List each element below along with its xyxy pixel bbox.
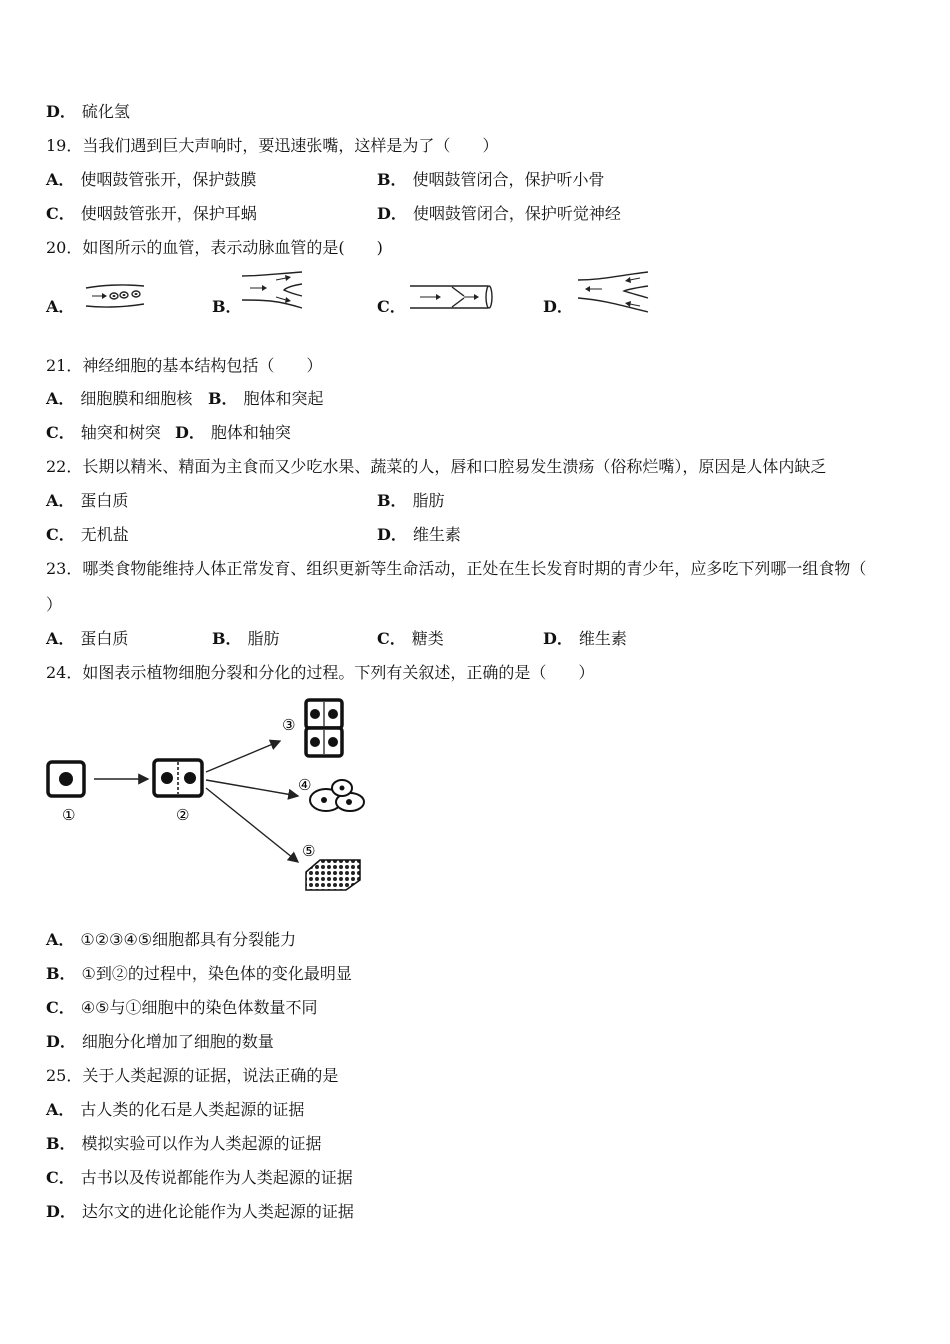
q25-stem: 25．关于人类起源的证据，说法正确的是 — [46, 1066, 339, 1085]
q21-stem: 21．神经细胞的基本结构包括（ ） — [46, 356, 323, 375]
label-cell-4: ④ — [298, 776, 312, 794]
q23-stem-cont: ） — [46, 595, 63, 614]
q23-option-c[interactable]: C． 糖类 — [377, 629, 444, 648]
vessel-d-converging-icon — [576, 270, 652, 314]
q21-option-d[interactable]: D． 胞体和轴突 — [175, 423, 291, 442]
q21-option-a[interactable]: A． 细胞膜和细胞核 — [46, 389, 193, 408]
q19-option-c[interactable]: C． 使咽鼓管张开，保护耳蜗 — [46, 204, 257, 223]
q18-option-d: D． 硫化氢 — [46, 102, 130, 121]
q23-option-a[interactable]: A． 蛋白质 — [46, 629, 129, 648]
q20-option-a[interactable]: A． — [46, 297, 75, 316]
q22-stem: 22．长期以精米、精面为主食而又少吃水果、蔬菜的人，唇和口腔易发生溃疡（俗称烂嘴），原因是人体内缺乏 — [46, 457, 827, 476]
vessel-c-vein-valve-icon — [408, 282, 494, 312]
q20-option-d[interactable]: D． — [543, 297, 573, 316]
q23-option-b[interactable]: B． 脂肪 — [212, 629, 280, 648]
vessel-b-branching-icon — [240, 270, 306, 312]
q24-option-b[interactable]: B． ①到②的过程中，染色体的变化最明显 — [46, 964, 352, 983]
q19-option-a[interactable]: A． 使咽鼓管张开，保护鼓膜 — [46, 170, 257, 189]
q19-option-d[interactable]: D． 使咽鼓管闭合，保护听觉神经 — [377, 204, 621, 223]
q24-stem: 24．如图表示植物细胞分裂和分化的过程。下列有关叙述，正确的是（ ） — [46, 663, 595, 682]
q21-option-c[interactable]: C． 轴突和树突 — [46, 423, 161, 442]
q24-option-a[interactable]: A． ①②③④⑤细胞都具有分裂能力 — [46, 930, 297, 949]
q22-option-c[interactable]: C． 无机盐 — [46, 525, 129, 544]
q19-stem: 19．当我们遇到巨大声响时，要迅速张嘴，这样是为了（ ） — [46, 136, 499, 155]
q23-stem: 23．哪类食物能维持人体正常发育、组织更新等生命活动，正处在生长发育时期的青少年，应多吃下列哪一组食物（ — [46, 559, 867, 578]
q24-option-c[interactable]: C． ④⑤与①细胞中的染色体数量不同 — [46, 998, 318, 1017]
q20-option-b[interactable]: B． — [212, 297, 242, 316]
q25-option-c[interactable]: C． 古书以及传说都能作为人类起源的证据 — [46, 1168, 353, 1187]
q20-stem: 20．如图所示的血管，表示动脉血管的是( ) — [46, 238, 383, 257]
q20-option-c[interactable]: C． — [377, 297, 406, 316]
q25-option-d[interactable]: D． 达尔文的进化论能作为人类起源的证据 — [46, 1202, 354, 1221]
label-cell-2: ② — [176, 806, 190, 824]
q22-option-a[interactable]: A． 蛋白质 — [46, 491, 129, 510]
tissue-5-shape — [306, 860, 360, 890]
label-cell-5: ⑤ — [302, 842, 316, 860]
q24-option-d[interactable]: D． 细胞分化增加了细胞的数量 — [46, 1032, 274, 1051]
q22-option-b[interactable]: B． 脂肪 — [377, 491, 445, 510]
vessel-a-capillary-icon — [84, 282, 146, 310]
label-cell-1: ① — [62, 806, 76, 824]
q25-option-b[interactable]: B． 模拟实验可以作为人类起源的证据 — [46, 1134, 322, 1153]
cell-division-differentiation-figure — [44, 696, 364, 898]
label-cell-3: ③ — [282, 716, 296, 734]
q22-option-d[interactable]: D． 维生素 — [377, 525, 461, 544]
q19-option-b[interactable]: B． 使咽鼓管闭合，保护听小骨 — [377, 170, 605, 189]
q21-option-b[interactable]: B． 胞体和突起 — [208, 389, 324, 408]
q23-option-d[interactable]: D． 维生素 — [543, 629, 627, 648]
q25-option-a[interactable]: A． 古人类的化石是人类起源的证据 — [46, 1100, 305, 1119]
